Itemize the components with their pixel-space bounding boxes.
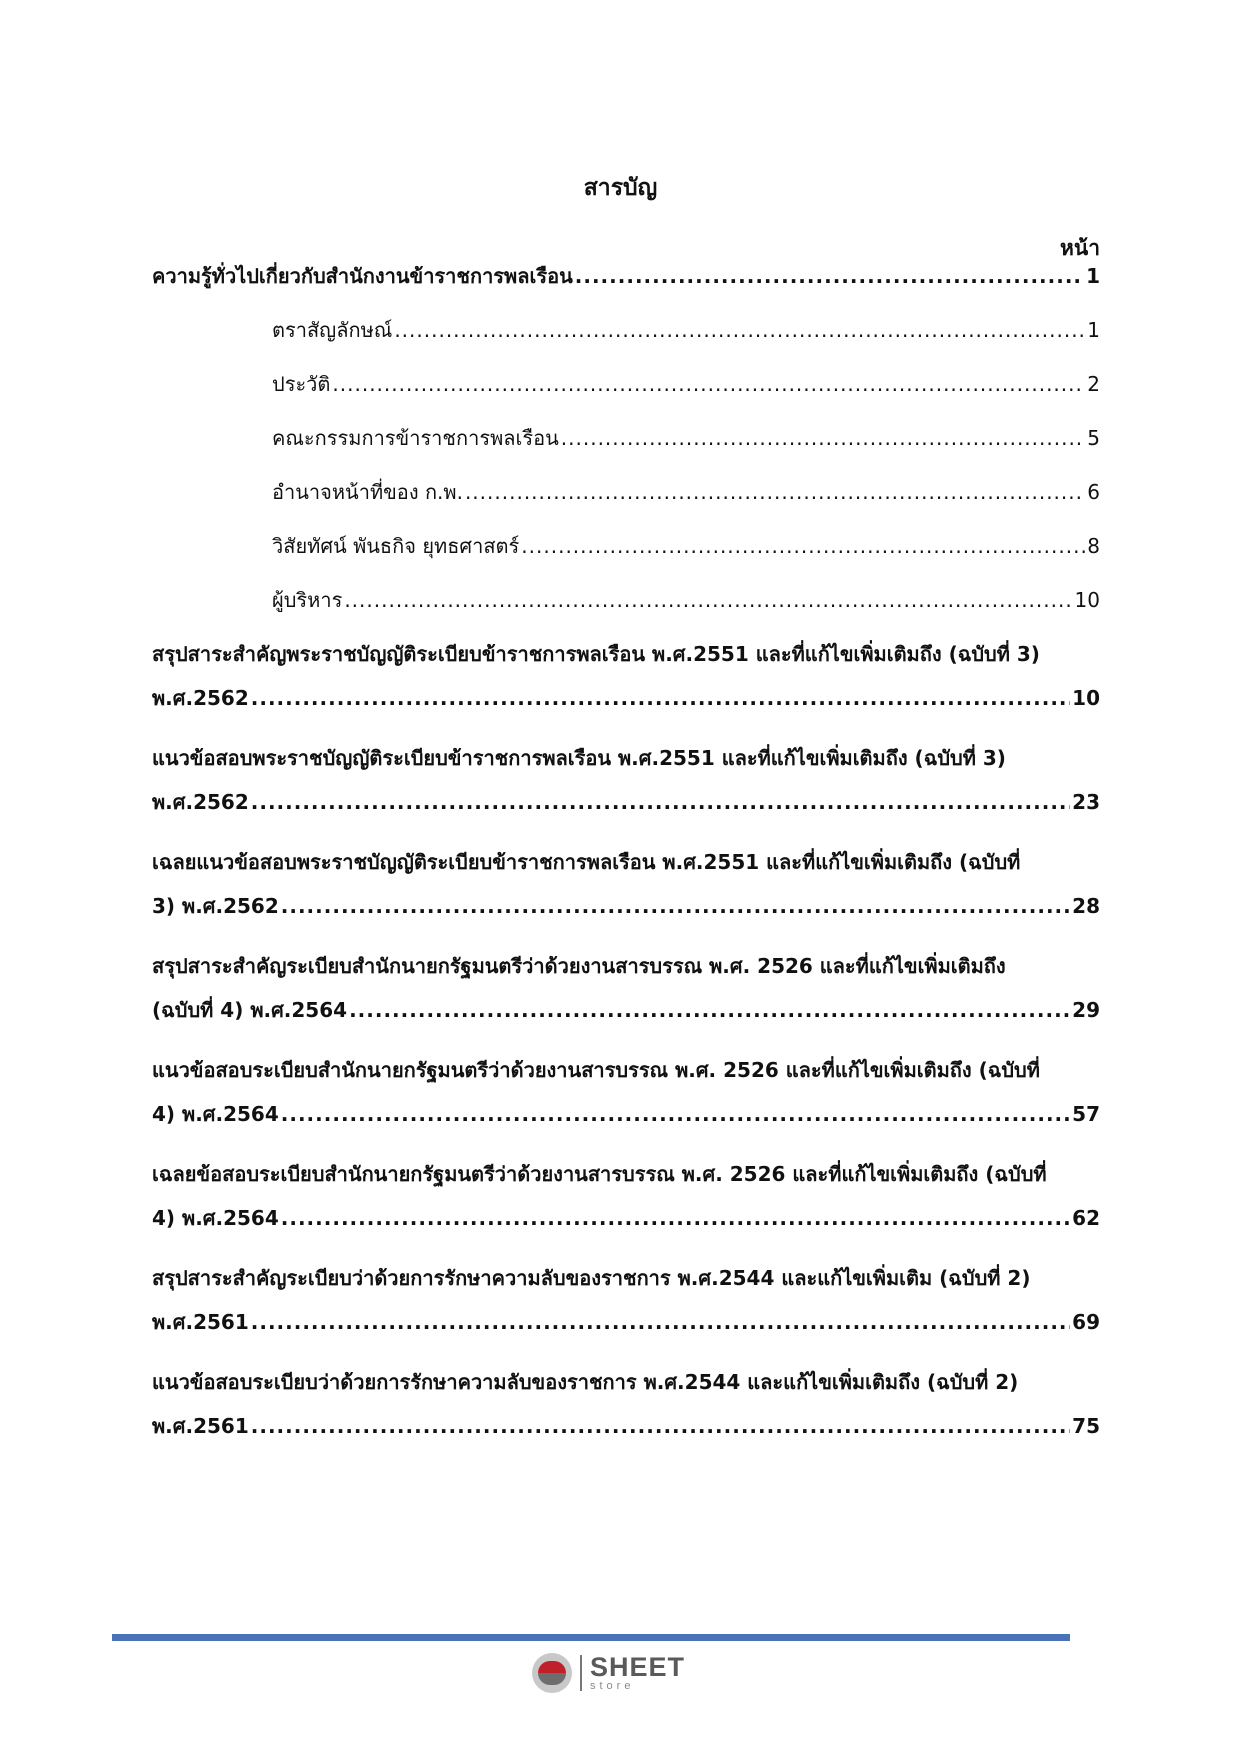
- toc-entry-title: ตราสัญลักษณ์: [272, 318, 393, 342]
- logo-separator: [580, 1655, 582, 1691]
- toc-entry[interactable]: [152, 254, 1100, 298]
- dot-leader: [251, 676, 1070, 720]
- dot-leader: [465, 470, 1085, 514]
- toc-page-number: 1: [1087, 318, 1100, 342]
- toc-entry-title-cont: พ.ศ.2562: [152, 686, 249, 710]
- toc-entry-title: วิสัยทัศน์ พันธกิจ ยุทธศาสตร์: [272, 534, 520, 558]
- toc-subentry[interactable]: [272, 470, 1100, 514]
- toc-page-number: 10: [1072, 686, 1100, 710]
- toc-page-number: 23: [1072, 790, 1100, 814]
- toc-entry-title: แนวข้อสอบพระราชบัญญัติระเบียบข้าราชการพลเรือน พ.ศ.2551 และที่แก้ไขเพิ่มเติมถึง (ฉบับที่ 3): [152, 746, 1006, 770]
- toc-entry[interactable]: [152, 1256, 1100, 1344]
- toc-page-number: 10: [1074, 588, 1100, 612]
- dot-leader: [281, 1092, 1070, 1136]
- toc-subentry[interactable]: [272, 578, 1100, 622]
- toc-entry-title: สรุปสาระสำคัญระเบียบสำนักนายกรัฐมนตรีว่าด้วยงานสารบรรณ พ.ศ. 2526 และที่แก้ไขเพิ่มเติมถึง: [152, 954, 1006, 978]
- toc-entry-title: ความรู้ทั่วไปเกี่ยวกับสำนักงานข้าราชการพลเรือน: [152, 264, 573, 288]
- logo-subtext: store: [590, 1680, 635, 1692]
- toc-entry[interactable]: [152, 1360, 1100, 1448]
- toc-entry-title: ผู้บริหาร: [272, 588, 343, 612]
- logo-s-icon: [532, 1653, 572, 1693]
- toc-entry-title: สรุปสาระสำคัญระเบียบว่าด้วยการรักษาความลับของราชการ พ.ศ.2544 และแก้ไขเพิ่มเติม (ฉบับที่ 2): [152, 1266, 1031, 1290]
- toc-entry-title-cont: 4) พ.ศ.2564: [152, 1206, 279, 1230]
- toc-entry-title: คณะกรรมการข้าราชการพลเรือน: [272, 426, 559, 450]
- dot-leader: [561, 416, 1085, 460]
- toc-entry-title-cont: พ.ศ.2561: [152, 1310, 249, 1334]
- toc-page-number: 2: [1087, 372, 1100, 396]
- dot-leader: [575, 254, 1084, 298]
- dot-leader: [251, 1404, 1070, 1448]
- sheet-store-logo: [532, 1650, 685, 1696]
- toc-entry-title: อำนาจหน้าที่ของ ก.พ.: [272, 480, 463, 504]
- toc-page-number: 29: [1072, 998, 1100, 1022]
- toc-entry[interactable]: [152, 1152, 1100, 1240]
- toc-entry-title-cont: พ.ศ.2562: [152, 790, 249, 814]
- dot-leader: [332, 362, 1085, 406]
- page-column-header: หน้า: [1060, 236, 1100, 260]
- toc-page-number: 6: [1087, 480, 1100, 504]
- logo-text: SHEET: [590, 1652, 686, 1682]
- dot-leader: [349, 988, 1070, 1032]
- dot-leader: [521, 524, 1085, 568]
- toc-page-number: 57: [1072, 1102, 1100, 1126]
- toc-entry-title: เฉลยข้อสอบระเบียบสำนักนายกรัฐมนตรีว่าด้วยงานสารบรรณ พ.ศ. 2526 และที่แก้ไขเพิ่มเติมถึง (ฉบับที่: [152, 1162, 1047, 1186]
- toc-entry-title: แนวข้อสอบระเบียบสำนักนายกรัฐมนตรีว่าด้วยงานสารบรรณ พ.ศ. 2526 และที่แก้ไขเพิ่มเติมถึง (ฉบับที่: [152, 1058, 1040, 1082]
- toc-entry-title-cont: 3) พ.ศ.2562: [152, 894, 279, 918]
- dot-leader: [281, 1196, 1070, 1240]
- dot-leader: [394, 308, 1085, 352]
- dot-leader: [281, 884, 1070, 928]
- toc-entry-title-cont: พ.ศ.2561: [152, 1414, 249, 1438]
- toc-page-number: 69: [1072, 1310, 1100, 1334]
- toc-entry-title-cont: 4) พ.ศ.2564: [152, 1102, 279, 1126]
- dot-leader: [251, 780, 1070, 824]
- toc-subentry[interactable]: [272, 308, 1100, 352]
- toc-page-number: 8: [1087, 534, 1100, 558]
- toc-entry[interactable]: [152, 840, 1100, 928]
- toc-page-number: 75: [1072, 1414, 1100, 1438]
- toc-entry[interactable]: [152, 632, 1100, 720]
- toc-entry[interactable]: [152, 736, 1100, 824]
- toc-entry-title: แนวข้อสอบระเบียบว่าด้วยการรักษาความลับของราชการ พ.ศ.2544 และแก้ไขเพิ่มเติมถึง (ฉบับที่ 2): [152, 1370, 1019, 1394]
- toc-subentry[interactable]: [272, 524, 1100, 568]
- toc-entry-title: เฉลยแนวข้อสอบพระราชบัญญัติระเบียบข้าราชการพลเรือน พ.ศ.2551 และที่แก้ไขเพิ่มเติมถึง (ฉบับที่: [152, 850, 1021, 874]
- dot-leader: [251, 1300, 1070, 1344]
- toc-page-number: 5: [1087, 426, 1100, 450]
- toc-entry-title-cont: (ฉบับที่ 4) พ.ศ.2564: [152, 998, 348, 1022]
- dot-leader: [344, 578, 1072, 622]
- toc-entry[interactable]: [152, 1048, 1100, 1136]
- toc-entry-title: ประวัติ: [272, 372, 331, 396]
- document-title: สารบัญ: [583, 175, 658, 201]
- footer-divider: [112, 1634, 1070, 1641]
- toc-subentry[interactable]: [272, 362, 1100, 406]
- toc-page-number: 62: [1072, 1206, 1100, 1230]
- toc-entry[interactable]: [152, 944, 1100, 1032]
- toc-page-number: 28: [1072, 894, 1100, 918]
- toc-subentry[interactable]: [272, 416, 1100, 460]
- toc-page-number: 1: [1086, 264, 1100, 288]
- toc-entry-title: สรุปสาระสำคัญพระราชบัญญัติระเบียบข้าราชการพลเรือน พ.ศ.2551 และที่แก้ไขเพิ่มเติมถึง (ฉบับที่ 3): [152, 642, 1040, 666]
